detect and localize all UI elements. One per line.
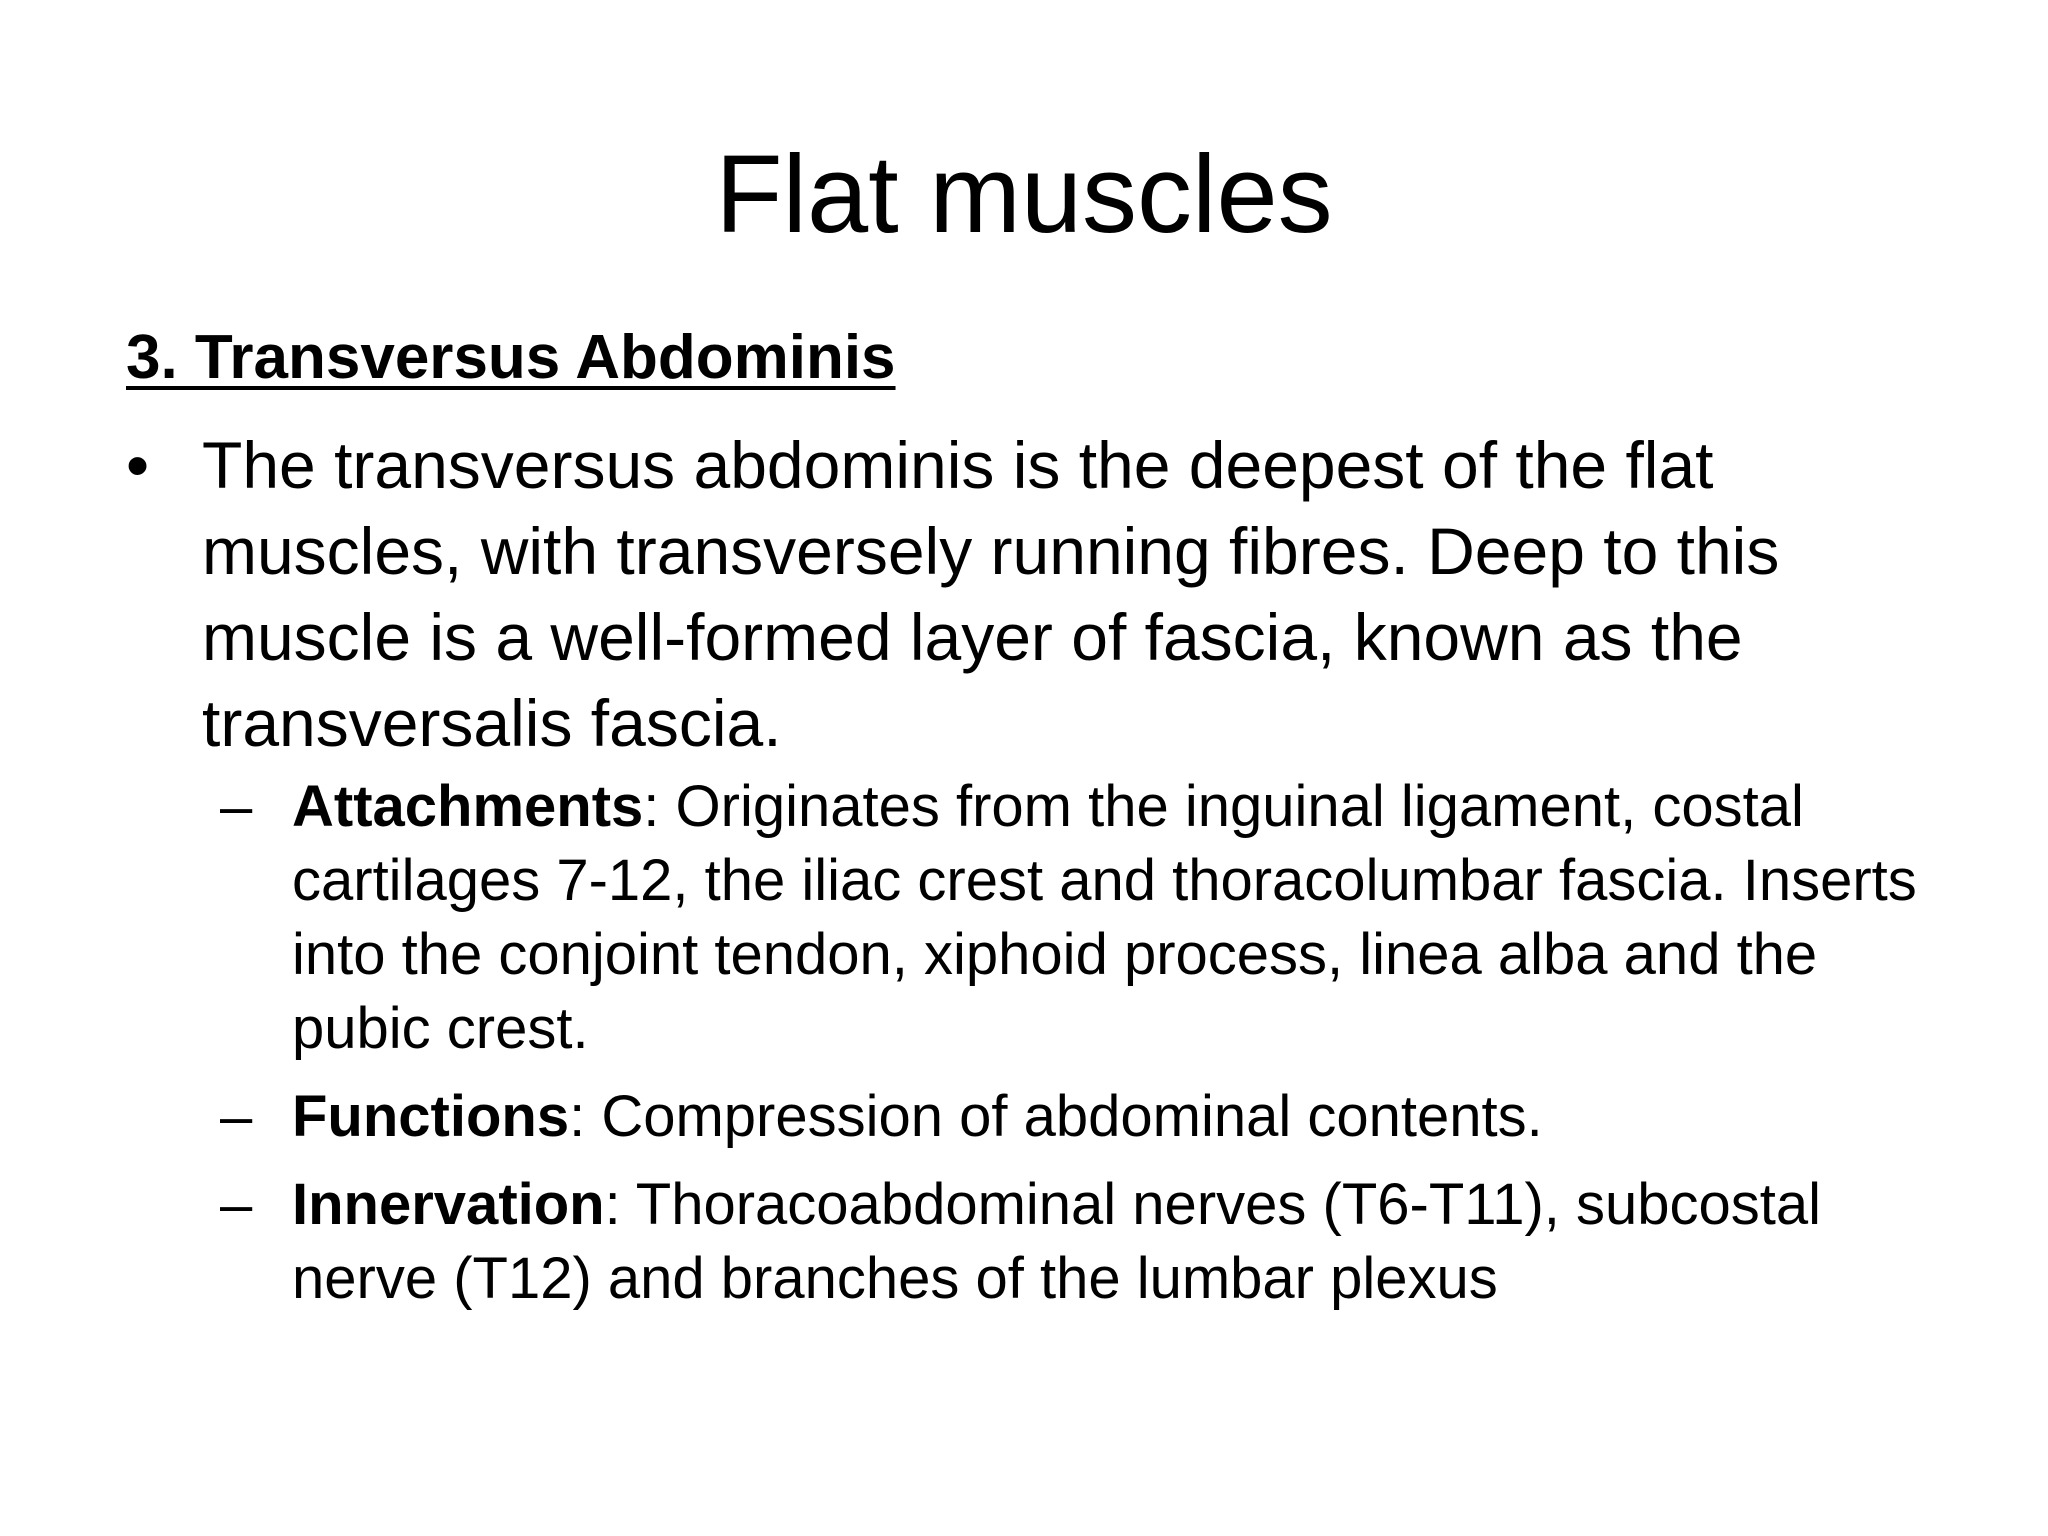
sub-bullet-attachments <box>220 770 1960 1066</box>
sub-bullet-innervation <box>220 1168 1960 1316</box>
sub-bullet-text: : Compression of abdominal contents. <box>569 1084 1543 1149</box>
dash-marker: – <box>220 1084 253 1149</box>
sub-bullet-body <box>292 770 1960 1066</box>
main-bullet-text: The transversus abdominis is the deepest of the flat muscles, with transversely running fibres. Deep to this muscle is a well-formed layer of fascia, known as the transversalis fascia. <box>202 428 1780 760</box>
sub-bullet-text: : Thoracoabdominal nerves (T6-T11), subcostal nerve (T12) and branches of the lumbar plexus <box>292 1172 1822 1311</box>
sub-bullet-body <box>292 1080 1960 1154</box>
sub-bullet-term: Attachments <box>292 774 644 839</box>
sub-bullet-term: Functions <box>292 1084 570 1149</box>
sub-bullet-list <box>220 770 1960 1330</box>
sub-bullet-functions <box>220 1080 1960 1154</box>
sub-bullet-text: : Originates from the inguinal ligament, costal cartilages 7-12, the iliac crest and thoracolumbar fascia. Inserts into the conjoint tendon, xiphoid process, linea alba and the pubic crest. <box>292 774 1917 1061</box>
sub-bullet-term: Innervation <box>292 1172 605 1237</box>
bullet-marker: • <box>126 428 150 502</box>
sub-bullet-body <box>292 1168 1960 1316</box>
dash-marker: – <box>220 774 253 839</box>
dash-marker: – <box>220 1172 253 1237</box>
section-heading: 3. Transversus Abdominis <box>126 323 896 392</box>
main-bullet <box>126 422 1926 766</box>
slide-title: Flat muscles <box>715 133 1333 256</box>
